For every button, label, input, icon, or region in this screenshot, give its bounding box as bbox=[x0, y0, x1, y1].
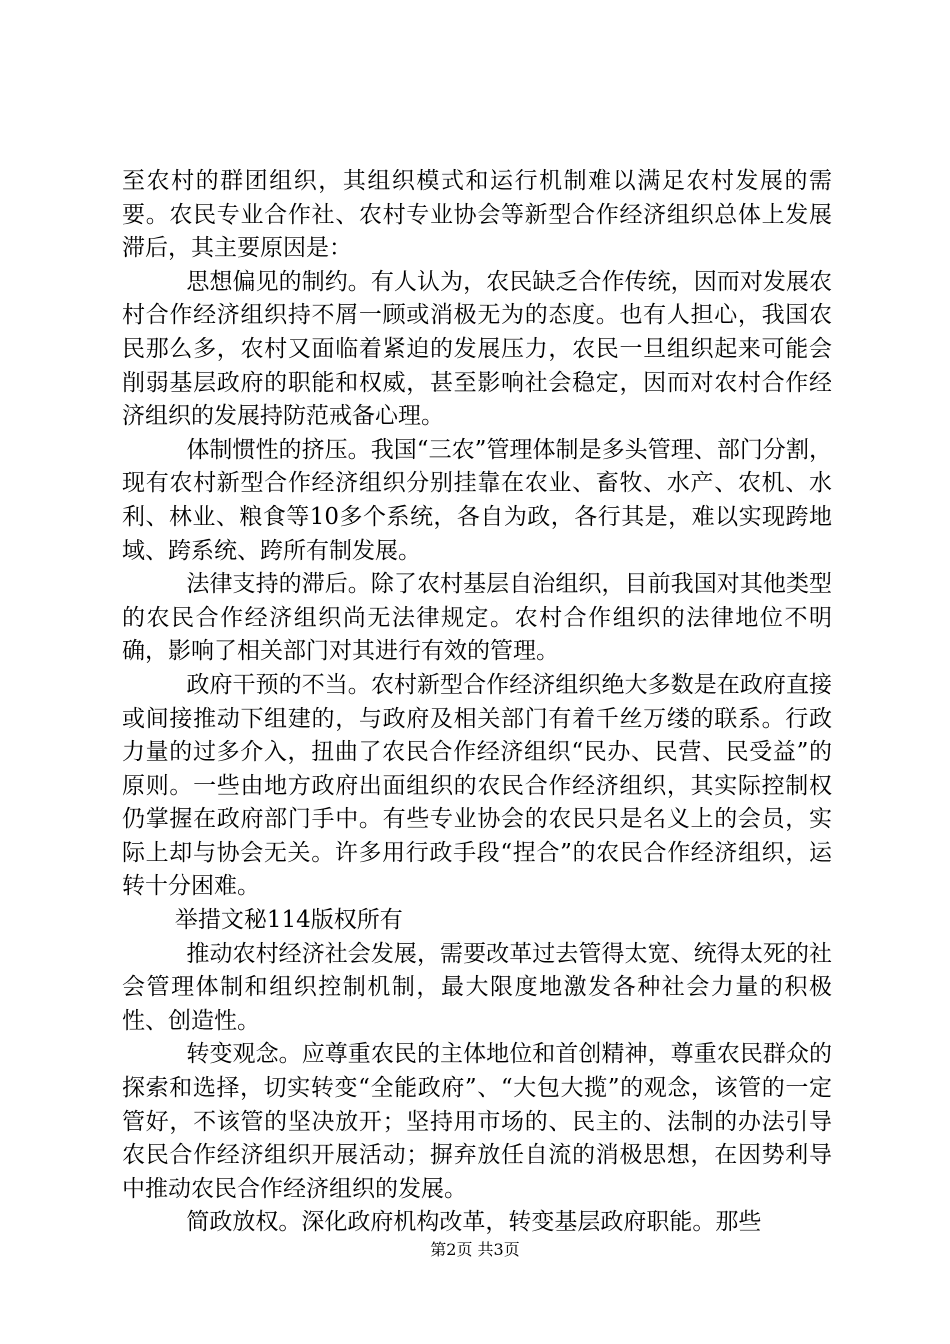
paragraph-intro-continuation: 至农村的群团组织，其组织模式和运行机制难以满足农村发展的需要。农民专业合作社、农村专业协会等新型合作经济组织总体上发展滞后，其主要原因是： bbox=[122, 168, 832, 262]
paragraph-copyright-notice: 举措文秘114版权所有 bbox=[174, 907, 403, 934]
paragraph-government-intervention: 政府干预的不当。农村新型合作经济组织绝大多数是在政府直接或间接推动下组建的，与政府及相关部门有着千丝万缕的联系。行政力量的过多介入，扭曲了农民合作经济组织“民办、民营、民受益”的原则。一些由地方政府出面组织的农民合作经济组织，其实际控制权仍掌握在政府部门手中。有些专业协会的农民只是名义上的会员，实际上却与协会无关。许多用行政手段“捏合”的农民合作经济组织，运转十分困难。 bbox=[122, 671, 832, 900]
paragraph-reform-need: 推动农村经济社会发展，需要改革过去管得太宽、统得太死的社会管理体制和组织控制机制，最大限度地激发各种社会力量的积极性、创造性。 bbox=[122, 940, 832, 1034]
paragraph-legal-lag: 法律支持的滞后。除了农村基层自治组织，目前我国对其他类型的农民合作经济组织尚无法律规定。农村合作组织的法律地位不明确，影响了相关部门对其进行有效的管理。 bbox=[122, 571, 832, 665]
paragraph-institutional-inertia: 体制惯性的挤压。我国“三农”管理体制是多头管理、部门分割，现有农村新型合作经济组织分别挂靠在农业、畜牧、水产、农机、水利、林业、粮食等10多个系统，各自为政，各行其是，难以实现跨地域、跨系统、跨所有制发展。 bbox=[122, 436, 832, 564]
paragraph-ideological-bias: 思想偏见的制约。有人认为，农民缺乏合作传统，因而对发展农村合作经济组织持不屑一顾或消极无为的态度。也有人担心，我国农民那么多，农村又面临着紧迫的发展压力，农民一旦组织起来可能会削弱基层政府的职能和权威，甚至影响社会稳定，因而对农村合作经济组织的发展持防范戒备心理。 bbox=[122, 268, 832, 430]
paragraph-change-concept: 转变观念。应尊重农民的主体地位和首创精神，尊重农民群众的探索和选择，切实转变“全能政府”、“大包大揽”的观念，该管的一定管好，不该管的坚决放开；坚持用市场的、民主的、法制的办法引导农民合作经济组织开展活动；摒弃放任自流的消极思想，在因势利导中推动农民合作经济组织的发展。 bbox=[122, 1041, 832, 1202]
paragraph-streamline-administration: 简政放权。深化政府机构改革，转变基层政府职能。那些 bbox=[186, 1209, 762, 1236]
document-body bbox=[122, 165, 832, 1240]
page-footer: 第2页 共3页 bbox=[430, 1240, 520, 1259]
